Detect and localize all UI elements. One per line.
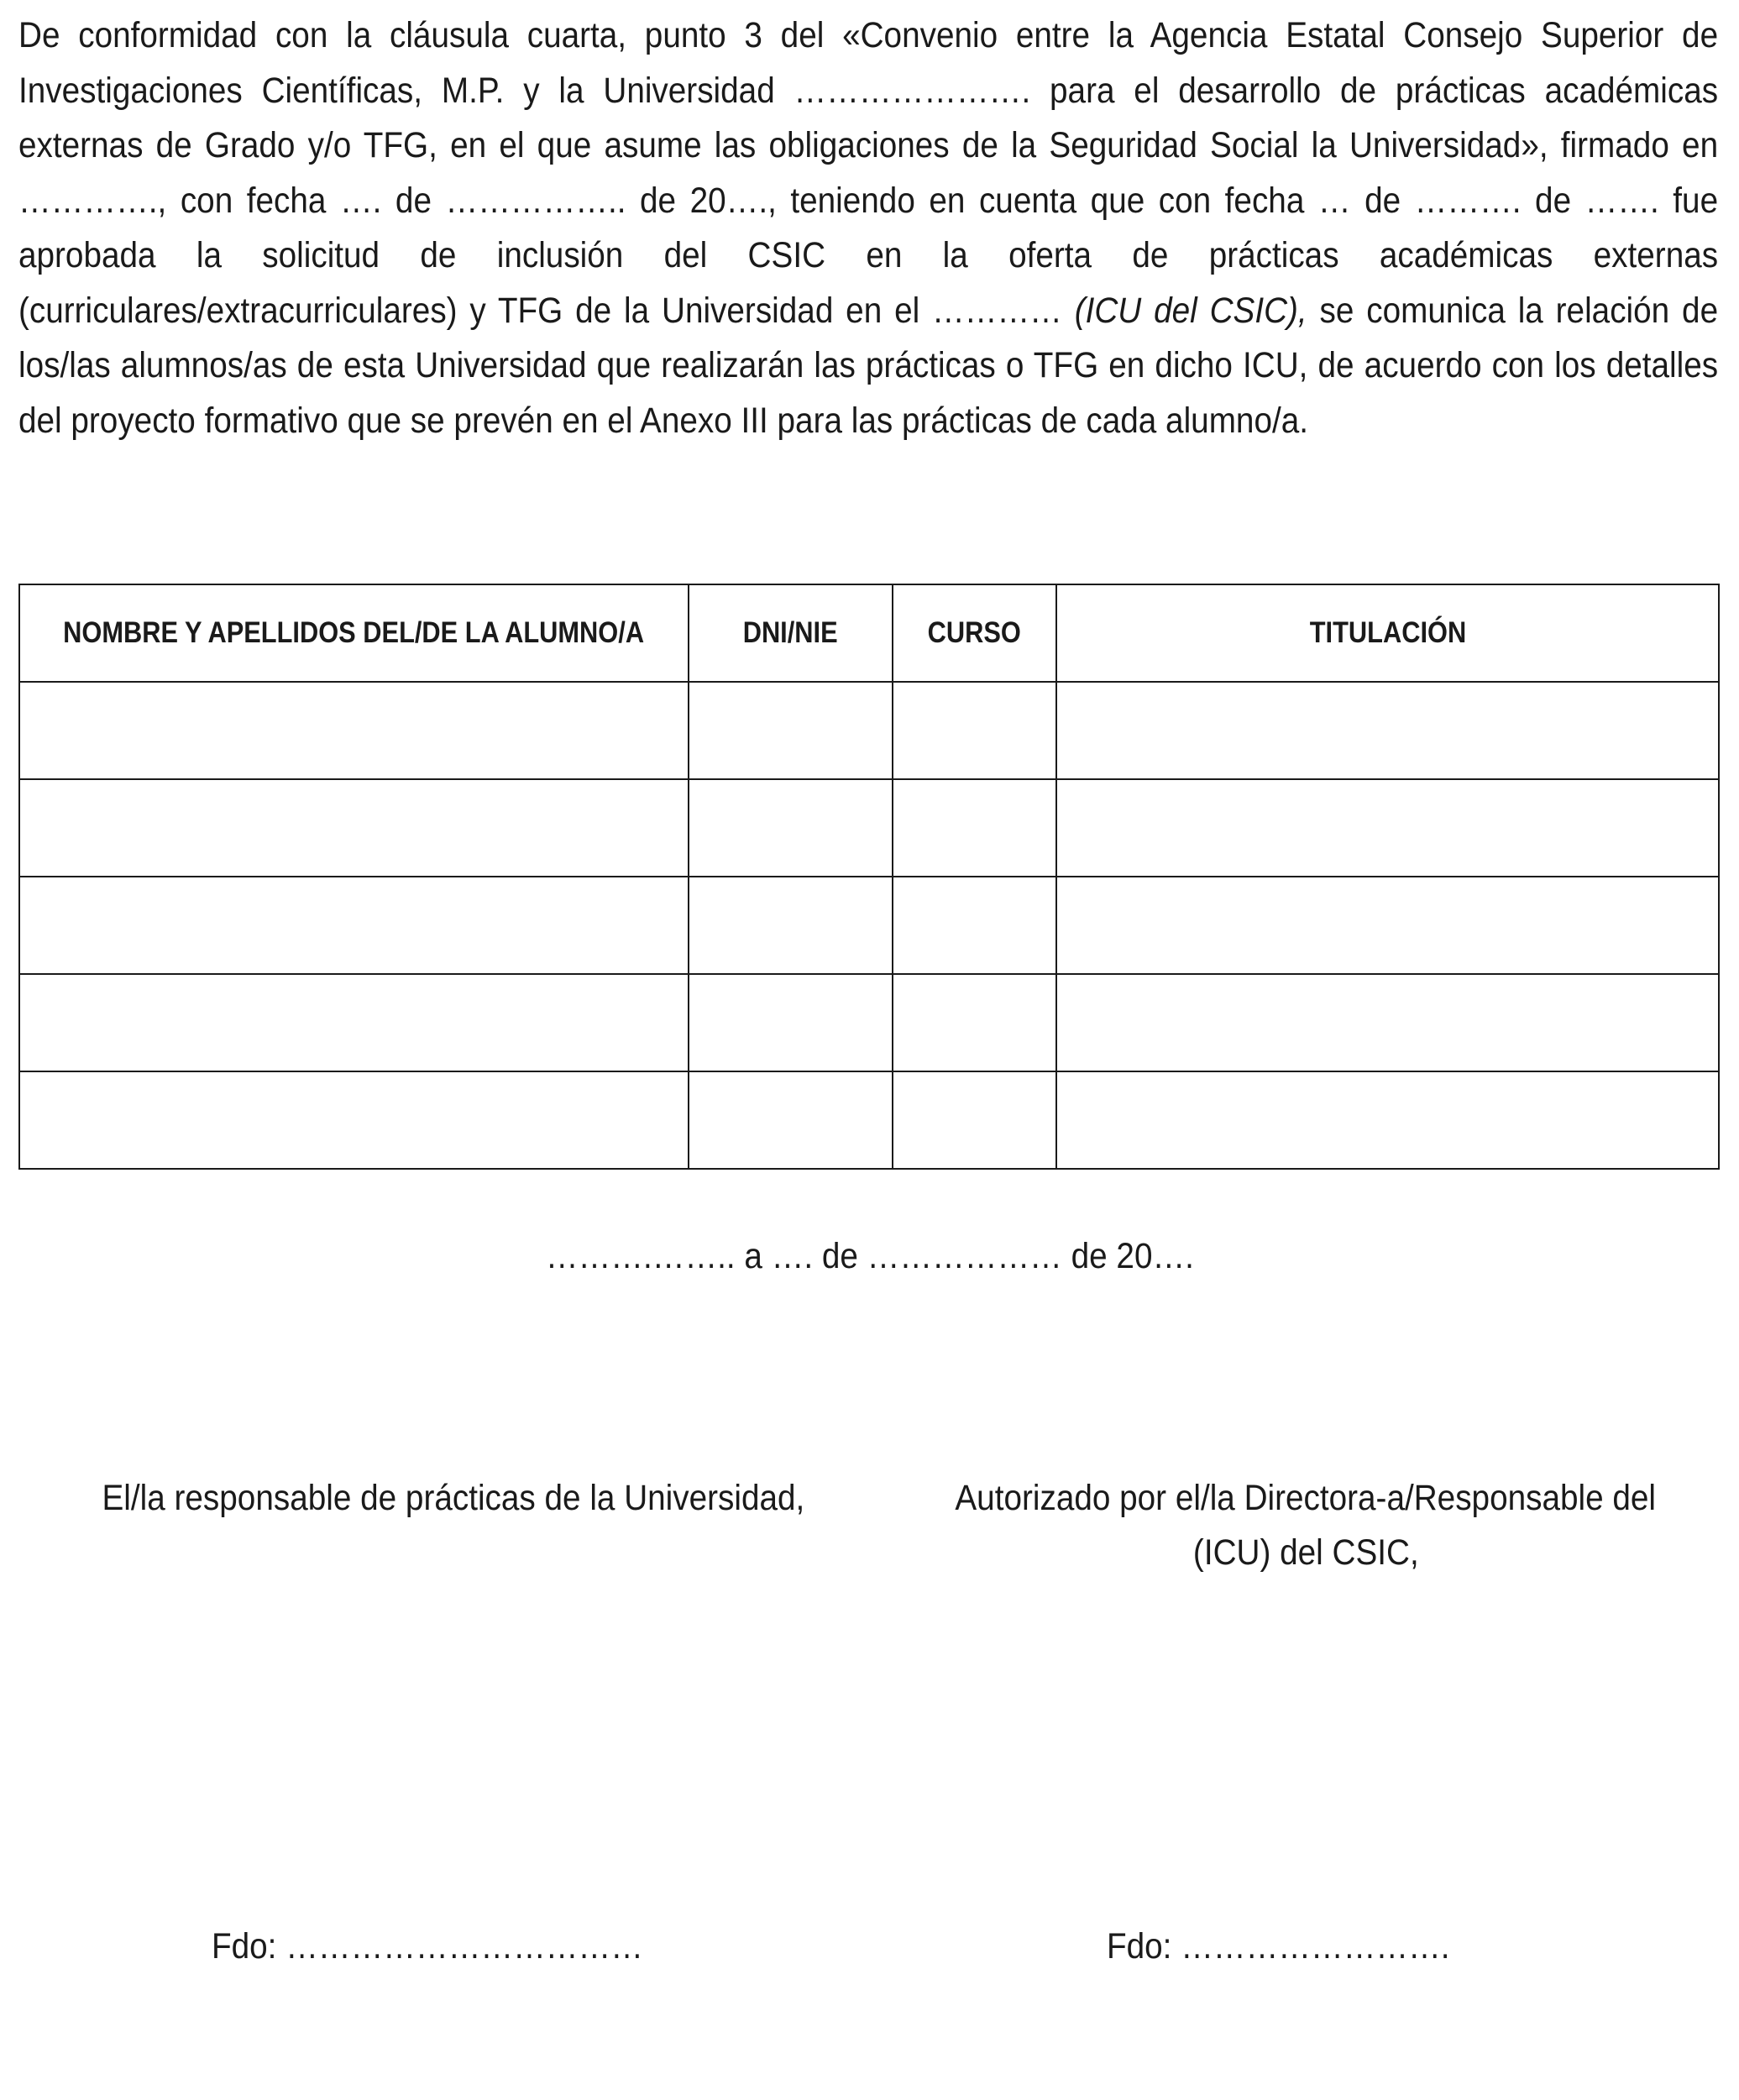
cell-titulacion[interactable] bbox=[1056, 877, 1719, 974]
table-row bbox=[19, 779, 1719, 877]
cell-name[interactable] bbox=[19, 779, 689, 877]
cell-dni[interactable] bbox=[689, 974, 893, 1071]
cell-name[interactable] bbox=[19, 877, 689, 974]
csic-signatory-line2: (ICU) del CSIC, bbox=[1192, 1532, 1419, 1573]
table-header-row bbox=[19, 584, 1719, 682]
cell-curso[interactable] bbox=[893, 779, 1056, 877]
table-row bbox=[19, 877, 1719, 974]
header-titulacion: TITULACIÓN bbox=[1056, 584, 1719, 682]
cell-dni[interactable] bbox=[689, 779, 893, 877]
intro-paragraph bbox=[18, 8, 1718, 448]
signature-line-university[interactable]: Fdo: …………………………… bbox=[212, 1926, 643, 1966]
cell-dni[interactable] bbox=[689, 877, 893, 974]
cell-name[interactable] bbox=[19, 974, 689, 1071]
cell-curso[interactable] bbox=[893, 1071, 1056, 1169]
cell-name[interactable] bbox=[19, 1071, 689, 1169]
cell-name[interactable] bbox=[19, 682, 689, 779]
cell-dni[interactable] bbox=[689, 682, 893, 779]
table-row bbox=[19, 682, 1719, 779]
signature-line-csic[interactable]: Fdo: ……………………. bbox=[1107, 1926, 1450, 1966]
intro-text-1: De conformidad con la cláusula cuarta, punto 3 del «Convenio entre la Agencia Estatal Consejo Superior de Investigaciones Científicas, M.P. y la Universidad …………………. para el desarrollo de prácticas académicas externas de Grado y/o TFG, en el que asume las obligaciones de la Seguridad Social la Universidad», firmado en …………., con fecha …. de …………….. de 20…., teniendo en cuenta que con fecha … de ………. de ……. fue aprobada la solicitud de inclusión del CSIC en la oferta de prácticas académicas externas (curriculares/extracurriculares) y TFG de la Universidad en el ………… bbox=[18, 15, 1719, 331]
cell-curso[interactable] bbox=[893, 974, 1056, 1071]
cell-titulacion[interactable] bbox=[1056, 1071, 1719, 1169]
table-row bbox=[19, 1071, 1719, 1169]
intro-text-italic: (ICU del CSIC), bbox=[1074, 290, 1307, 331]
header-dni: DNI/NIE bbox=[689, 584, 893, 682]
cell-curso[interactable] bbox=[893, 877, 1056, 974]
header-curso: CURSO bbox=[893, 584, 1056, 682]
date-place-line: ……….…….. a …. de ……………… de 20…. bbox=[545, 1236, 1194, 1276]
table-row bbox=[19, 974, 1719, 1071]
students-table bbox=[18, 584, 1720, 1170]
cell-titulacion[interactable] bbox=[1056, 779, 1719, 877]
cell-titulacion[interactable] bbox=[1056, 974, 1719, 1071]
csic-signatory-line1: Autorizado por el/la Directora-a/Responsable del bbox=[955, 1478, 1657, 1518]
header-name: NOMBRE Y APELLIDOS DEL/DE LA ALUMNO/A bbox=[19, 584, 689, 682]
cell-curso[interactable] bbox=[893, 682, 1056, 779]
cell-titulacion[interactable] bbox=[1056, 682, 1719, 779]
cell-dni[interactable] bbox=[689, 1071, 893, 1169]
intro-text-2: se comunica la relación de los/las alumnos/as de esta Universidad que realizarán las prácticas o TFG en dicho ICU, de acuerdo con los detalles del proyecto formativo que se prevén en el Anexo III para las prácticas de cada alumno/a. bbox=[18, 290, 1719, 441]
university-signatory: El/la responsable de prácticas de la Universidad, bbox=[102, 1478, 805, 1518]
csic-signatory bbox=[890, 1471, 1721, 1580]
